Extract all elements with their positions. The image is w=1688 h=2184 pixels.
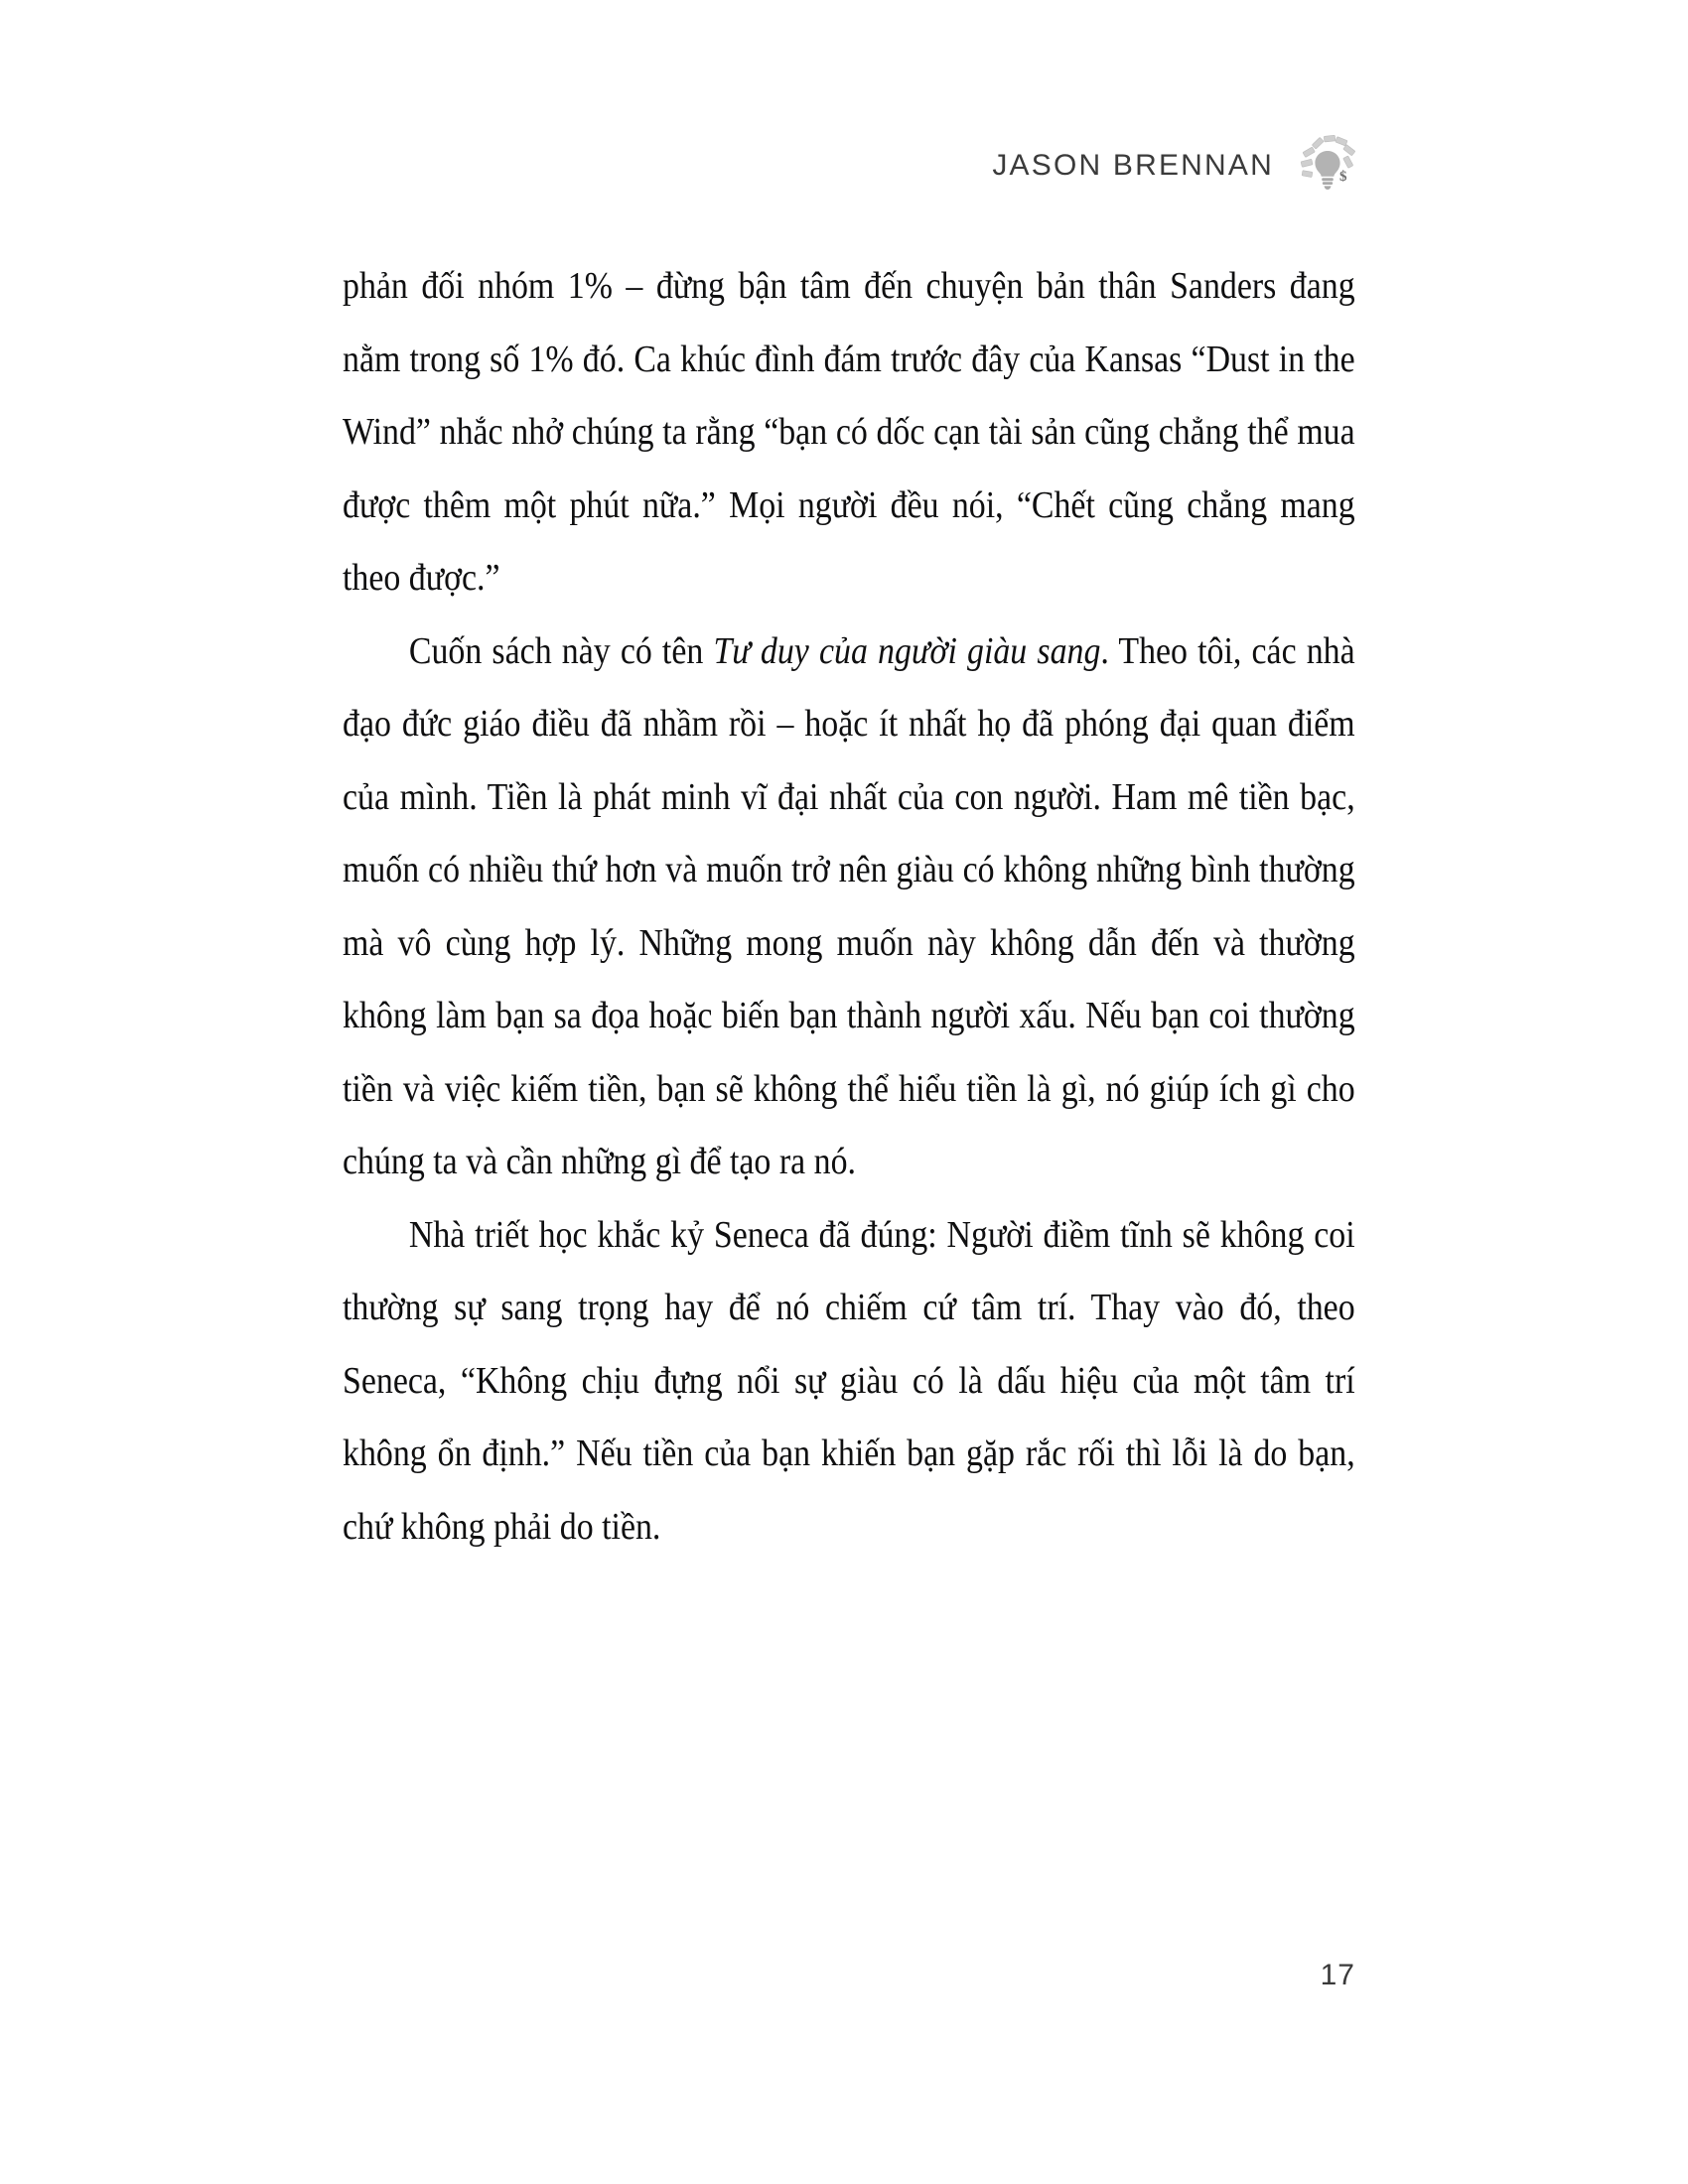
paragraph-continued: [343, 250, 1355, 615]
svg-text:$: $: [1339, 169, 1347, 185]
page-number: 17: [1320, 1959, 1355, 1991]
paragraph-book-title: [343, 615, 1355, 1199]
paragraph-seneca: [343, 1199, 1355, 1565]
book-title-italic: Tư duy của người giàu sang: [713, 629, 1101, 672]
running-header: [343, 131, 1355, 201]
paragraph-text-lead: Cuốn sách này có tên: [408, 629, 714, 672]
paragraph-text-rest: . Theo tôi, các nhà đạo đức giáo điều đã nhầm rồi – hoặc ít nhất họ đã phóng đại quan điểm của mình. Tiền là phát minh vĩ đại nhất của con người. Ham mê tiền bạc, muốn có nhiều thứ hơn và muốn trở nên giàu có không những bình thường mà vô cùng hợp lý. Những mong muốn này không dẫn đến và thường không làm bạn sa đọa hoặc biến bạn thành người xấu. Nếu bạn coi thường tiền và việc kiếm tiền, bạn sẽ không thể hiểu tiền là gì, nó giúp ích gì cho chúng ta và cần những gì để tạo ra nó.: [343, 629, 1355, 1182]
paragraph-text: Nhà triết học khắc kỷ Seneca đã đúng: Người điềm tĩnh sẽ không coi thường sự sang trọng hay để nó chiếm cứ tâm trí. Thay vào đó, theo Seneca, “Không chịu đựng nổi sự giàu có là dấu hiệu của một tâm trí không ổn định.” Nếu tiền của bạn khiến bạn gặp rắc rối thì lỗi là do bạn, chứ không phải do tiền.: [343, 1213, 1355, 1548]
lightbulb-with-money-icon: [1300, 135, 1355, 197]
body-text-block: [343, 250, 1355, 1564]
paragraph-text: phản đối nhóm 1% – đừng bận tâm đến chuyện bản thân Sanders đang nằm trong số 1% đó. Ca khúc đình đám trước đây của Kansas “Dust in the Wind” nhắc nhở chúng ta rằng “bạn có dốc cạn tài sản cũng chẳng thể mua được thêm một phút nữa.” Mọi người đều nói, “Chết cũng chẳng mang theo được.”: [343, 265, 1355, 599]
running-header-author: JASON BRENNAN: [992, 149, 1274, 182]
